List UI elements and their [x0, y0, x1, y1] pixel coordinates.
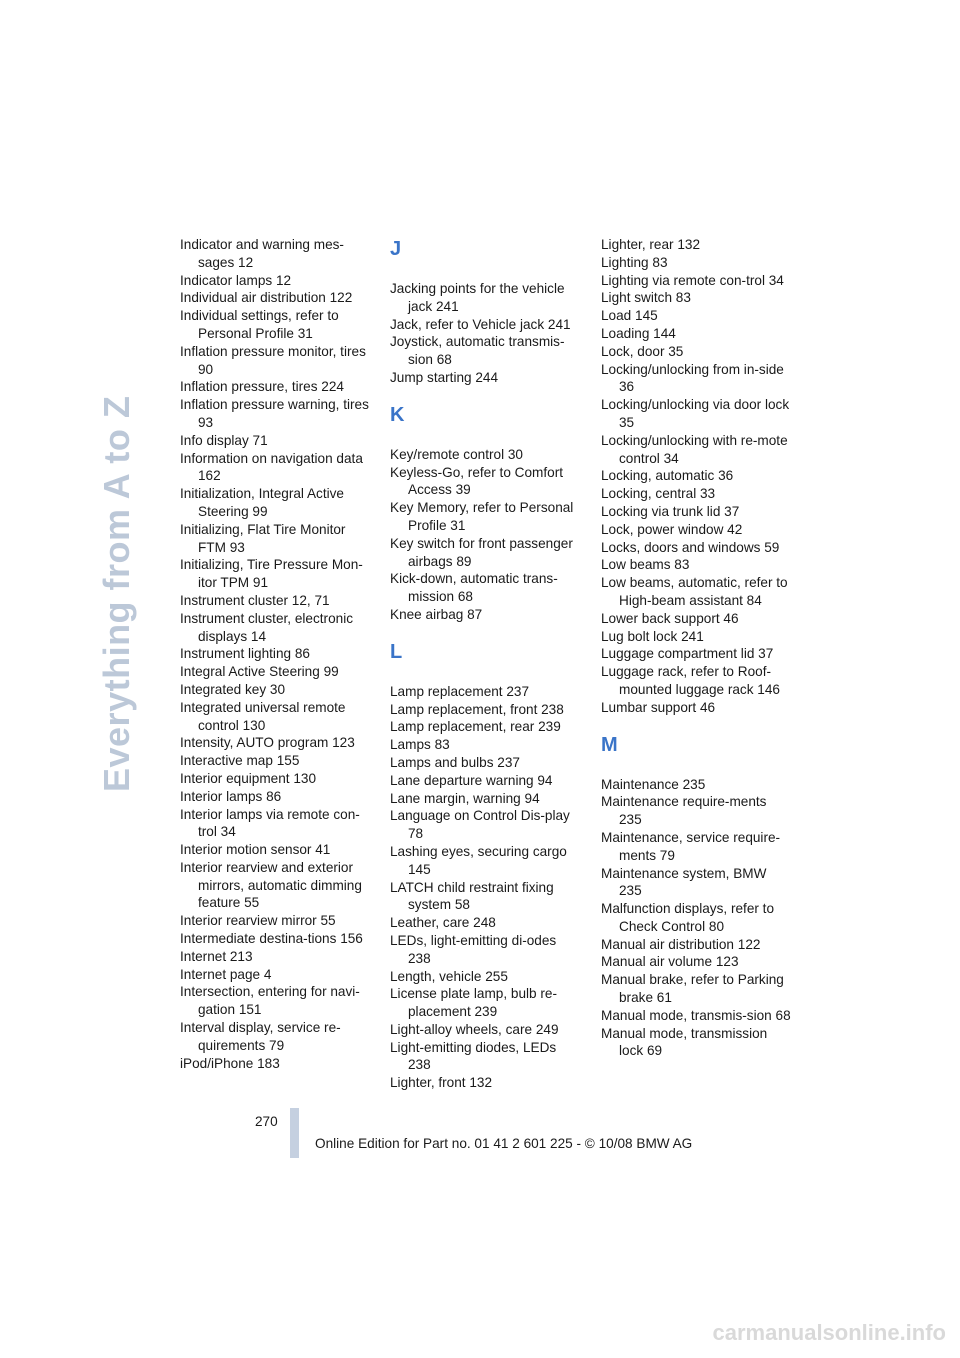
index-entry: Jack, refer to Vehicle jack 241 — [390, 316, 571, 332]
page-number: 270 — [255, 1114, 278, 1129]
index-entry: Initializing, Flat Tire Monitor FTM 93 — [180, 521, 346, 555]
index-entry: Maintenance require-ments 235 — [601, 794, 767, 828]
index-entry: Lower back support 46 — [601, 610, 739, 626]
index-entry: Lamp replacement 237 — [390, 683, 530, 699]
index-entry: Lighting 83 — [601, 254, 668, 270]
index-entry: Key switch for front passenger airbags 89 — [390, 535, 573, 569]
index-entry: Inflation pressure warning, tires 93 — [180, 397, 369, 430]
index-entry: Manual mode, transmis-sion 68 — [601, 1007, 791, 1023]
index-entry: Maintenance system, BMW 235 — [601, 865, 767, 899]
footer-divider — [290, 1108, 299, 1158]
index-entry: Joystick, automatic transmis-sion 68 — [390, 334, 565, 368]
index-entry: Manual air volume 123 — [601, 954, 739, 970]
index-entry: Indicator lamps 12 — [180, 272, 292, 288]
index-entry: Key/remote control 30 — [390, 446, 523, 462]
index-entry: Inflation pressure, tires 224 — [180, 379, 344, 395]
index-entry: Jump starting 244 — [390, 369, 499, 385]
index-entry: Interior lamps 86 — [180, 788, 282, 804]
index-entry: Locking/unlocking via door lock 35 — [601, 397, 790, 430]
index-entry: Locks, doors and windows 59 — [601, 539, 780, 555]
index-column-3 — [601, 236, 791, 1060]
index-entry: Lighting via remote con-trol 34 — [601, 272, 784, 288]
index-entry: Interval display, service re-quirements 79 — [180, 1020, 341, 1053]
index-entry: Interactive map 155 — [180, 753, 300, 769]
index-entry: Maintenance 235 — [601, 776, 706, 792]
watermark: carmanualsonline.info — [712, 1320, 946, 1345]
index-entry: Maintenance, service require-ments 79 — [601, 829, 781, 863]
index-entry: Information on navigation data 162 — [180, 450, 363, 484]
index-entry: Internet 213 — [180, 948, 253, 964]
index-entry: Locking, automatic 36 — [601, 468, 734, 484]
index-entry: Lug bolt lock 241 — [601, 628, 704, 644]
index-entry: LATCH child restraint fixing system 58 — [390, 879, 554, 913]
index-entry: Low beams 83 — [601, 557, 690, 573]
index-entry: Manual air distribution 122 — [601, 936, 761, 952]
side-title — [96, 232, 138, 792]
index-entry: Key Memory, refer to Personal Profile 31 — [390, 500, 574, 533]
index-entry: Locking via trunk lid 37 — [601, 503, 740, 519]
index-entry: Lighter, front 132 — [390, 1075, 493, 1091]
index-entry: Individual settings, refer to Personal Profile 31 — [180, 308, 339, 341]
index-entry: Intermediate destina-tions 156 — [180, 931, 363, 947]
index-entry: Intensity, AUTO program 123 — [180, 735, 355, 751]
side-title-text: Everything from A to Z — [96, 395, 137, 792]
index-entry: License plate lamp, bulb re-placement 239 — [390, 986, 557, 1020]
index-entry: Initializing, Tire Pressure Mon-itor TPM 91 — [180, 557, 363, 591]
index-entry: Internet page 4 — [180, 966, 272, 982]
index-entry: LEDs, light-emitting di-odes 238 — [390, 932, 557, 966]
index-entry: Indicator and warning mes-sages 12 — [180, 237, 344, 270]
index-column-1 — [180, 236, 370, 1072]
index-entry: Leather, care 248 — [390, 915, 496, 931]
index-entry: Lane margin, warning 94 — [390, 790, 540, 806]
index-entry: Lashing eyes, securing cargo 145 — [390, 843, 567, 877]
index-entry: Individual air distribution 122 — [180, 290, 353, 306]
index-entry: Interior rearview mirror 55 — [180, 913, 336, 929]
index-entry: Integrated key 30 — [180, 681, 286, 697]
index-entry: Load 145 — [601, 308, 658, 324]
index-entry: Interior equipment 130 — [180, 770, 317, 786]
index-entry: Lamp replacement, rear 239 — [390, 719, 561, 735]
index-entry: Lock, door 35 — [601, 343, 684, 359]
index-entry: Luggage compartment lid 37 — [601, 646, 774, 662]
index-entry: Jacking points for the vehicle jack 241 — [390, 281, 565, 314]
index-entry: Knee airbag 87 — [390, 606, 483, 622]
index-entry: Interior lamps via remote con-trol 34 — [180, 806, 360, 840]
index-entry: Light-emitting diodes, LEDs 238 — [390, 1039, 557, 1073]
section-letter: L — [390, 640, 403, 663]
index-entry: Inflation pressure monitor, tires 90 — [180, 343, 366, 377]
index-entry: Lamps and bulbs 237 — [390, 754, 520, 770]
index-entry: Instrument cluster, electronic displays 14 — [180, 610, 354, 644]
index-entry: Locking/unlocking from in-side 36 — [601, 361, 784, 395]
index-entry: Integral Active Steering 99 — [180, 664, 339, 680]
index-entry: Lane departure warning 94 — [390, 772, 553, 788]
index-entry: Integrated universal remote control 130 — [180, 699, 346, 733]
section-letter: K — [390, 403, 405, 426]
index-entry: Instrument cluster 12, 71 — [180, 592, 330, 608]
index-entry: Initialization, Integral Active Steering 99 — [180, 486, 344, 519]
index-column-2 — [390, 236, 580, 1092]
index-entry: Language on Control Dis-play 78 — [390, 808, 570, 842]
index-entry: Manual mode, transmission lock 69 — [601, 1025, 768, 1059]
index-entry: Locking/unlocking with re-mote control 34 — [601, 432, 788, 466]
index-entry: Luggage rack, refer to Roof-mounted luggage rack 146 — [601, 664, 780, 697]
index-entry: Length, vehicle 255 — [390, 968, 508, 984]
index-entry: Info display 71 — [180, 432, 268, 448]
section-letter: M — [601, 733, 618, 756]
footer-text: Online Edition for Part no. 01 41 2 601 225 - © 10/08 BMW AG — [315, 1136, 693, 1151]
index-entry: Malfunction displays, refer to Check Control 80 — [601, 901, 775, 934]
index-entry: Intersection, entering for navi-gation 151 — [180, 984, 360, 1018]
index-entry: Keyless-Go, refer to Comfort Access 39 — [390, 464, 563, 498]
index-entry: Light-alloy wheels, care 249 — [390, 1021, 559, 1037]
index-entry: Light switch 83 — [601, 290, 691, 306]
index-entry: Lumbar support 46 — [601, 699, 716, 715]
index-entry: Loading 144 — [601, 325, 676, 341]
index-entry: Instrument lighting 86 — [180, 646, 310, 662]
index-entry: Locking, central 33 — [601, 486, 716, 502]
index-entry: Lamp replacement, front 238 — [390, 701, 564, 717]
section-letter: J — [390, 238, 402, 260]
index-entry: Lock, power window 42 — [601, 521, 743, 537]
index-entry: iPod/iPhone 183 — [180, 1055, 280, 1071]
index-entry: Low beams, automatic, refer to High-beam assistant 84 — [601, 575, 788, 608]
index-entry: Kick-down, automatic trans-mission 68 — [390, 571, 558, 605]
index-entry: Lamps 83 — [390, 737, 450, 753]
index-entry: Manual brake, refer to Parking brake 61 — [601, 972, 784, 1006]
index-entry: Interior motion sensor 41 — [180, 842, 331, 858]
index-entry: Lighter, rear 132 — [601, 237, 700, 252]
index-entry: Interior rearview and exterior mirrors, automatic dimming feature 55 — [180, 859, 362, 911]
